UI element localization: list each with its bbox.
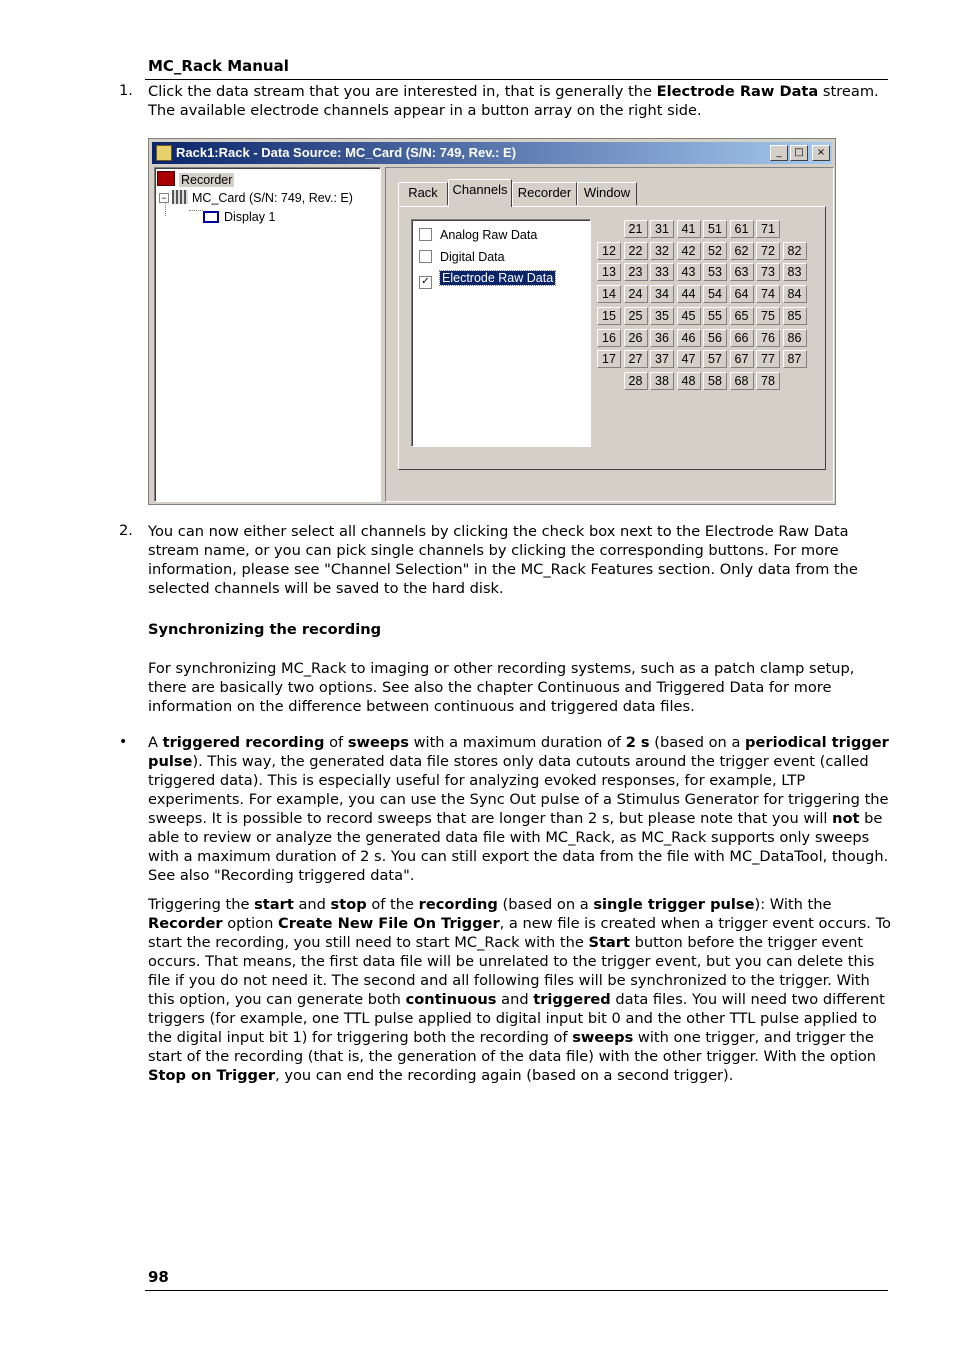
tree-connector <box>165 202 167 216</box>
channel-button-53[interactable]: 53 <box>703 263 727 281</box>
channel-button-62[interactable]: 62 <box>730 242 754 260</box>
channel-button-52[interactable]: 52 <box>703 242 727 260</box>
bullet1-text: A triggered recording of sweeps with a maximum duration of 2 s (based on a periodical trigger pulse). This way, the generated data file stores only data cutouts around the trigger event (called triggered data). This is especially useful for analyzing evoked responses, for example, LTP experiments. For example, you can use the Sync Out pulse of a Stimulus Generator for triggering the sweeps. It is possible to record sweeps that are longer than 2 s, but please note that you will not be able to review or analyze the generated data file with MC_Rack, as MC_Rack supports only sweeps with a maximum duration of 2 s. You can still export the data from the file with MC_DataTool, though. See also "Recording triggered data". <box>148 734 889 884</box>
channel-button-84[interactable]: 84 <box>783 285 807 303</box>
channel-button-83[interactable]: 83 <box>783 263 807 281</box>
close-button[interactable]: × <box>812 145 830 161</box>
channel-button-57[interactable]: 57 <box>703 350 727 368</box>
channel-button-21[interactable]: 21 <box>624 220 648 238</box>
channel-button-43[interactable]: 43 <box>677 263 701 281</box>
channel-button-55[interactable]: 55 <box>703 307 727 325</box>
stream-analog-raw[interactable]: Analog Raw Data <box>419 228 537 242</box>
step2-number: 2. <box>119 522 133 539</box>
minimize-button[interactable]: _ <box>770 145 788 161</box>
channel-button-35[interactable]: 35 <box>650 307 674 325</box>
tab-channels[interactable]: Channels <box>448 179 512 207</box>
channel-button-28[interactable]: 28 <box>624 372 648 390</box>
channel-button-37[interactable]: 37 <box>650 350 674 368</box>
channel-button-44[interactable]: 44 <box>677 285 701 303</box>
checkbox-analog-raw[interactable] <box>419 228 432 241</box>
channel-button-42[interactable]: 42 <box>677 242 701 260</box>
channel-button-78[interactable]: 78 <box>756 372 780 390</box>
step1-number: 1. <box>119 82 133 99</box>
channel-button-73[interactable]: 73 <box>756 263 780 281</box>
channel-button-87[interactable]: 87 <box>783 350 807 368</box>
channel-button-54[interactable]: 54 <box>703 285 727 303</box>
page-number: 98 <box>148 1268 169 1286</box>
rack-tree <box>154 167 381 502</box>
channel-button-32[interactable]: 32 <box>650 242 674 260</box>
channel-button-66[interactable]: 66 <box>730 329 754 347</box>
channel-button-68[interactable]: 68 <box>730 372 754 390</box>
channel-button-75[interactable]: 75 <box>756 307 780 325</box>
channel-button-36[interactable]: 36 <box>650 329 674 347</box>
channel-button-63[interactable]: 63 <box>730 263 754 281</box>
recorder-icon <box>157 171 175 186</box>
step2-text: You can now either select all channels by clicking the check box next to the Electrode Raw Data stream name, or you can pick single channels by clicking the corresponding buttons. For more information, please see "Channel Selection" in the MC_Rack Features section. Only data from the selected channels will be saved to the hard disk. <box>148 523 858 597</box>
channel-button-76[interactable]: 76 <box>756 329 780 347</box>
channel-button-12[interactable]: 12 <box>597 242 621 260</box>
channel-button-17[interactable]: 17 <box>597 350 621 368</box>
checkbox-digital[interactable] <box>419 250 432 263</box>
header-title: MC_Rack Manual <box>148 57 289 75</box>
channel-button-25[interactable]: 25 <box>624 307 648 325</box>
checkbox-electrode-raw[interactable]: ✓ <box>419 276 432 289</box>
tree-item-display[interactable]: Display 1 <box>203 210 275 224</box>
tab-window[interactable]: Window <box>577 182 637 205</box>
channel-button-41[interactable]: 41 <box>677 220 701 238</box>
screenshot-window <box>148 138 836 505</box>
stream-electrode-raw[interactable]: ✓ Electrode Raw Data <box>419 271 555 289</box>
channel-button-85[interactable]: 85 <box>783 307 807 325</box>
channel-button-16[interactable]: 16 <box>597 329 621 347</box>
channel-button-38[interactable]: 38 <box>650 372 674 390</box>
channel-button-14[interactable]: 14 <box>597 285 621 303</box>
card-icon <box>172 190 188 204</box>
channel-button-64[interactable]: 64 <box>730 285 754 303</box>
channel-button-48[interactable]: 48 <box>677 372 701 390</box>
channel-button-23[interactable]: 23 <box>624 263 648 281</box>
channel-button-86[interactable]: 86 <box>783 329 807 347</box>
channel-button-34[interactable]: 34 <box>650 285 674 303</box>
step1-text: Click the data stream that you are interested in, that is generally the Electrode Raw Data stream. The available electrode channels appear in a button array on the right side. <box>148 83 879 119</box>
channel-button-56[interactable]: 56 <box>703 329 727 347</box>
channel-button-46[interactable]: 46 <box>677 329 701 347</box>
channel-button-22[interactable]: 22 <box>624 242 648 260</box>
maximize-button[interactable]: □ <box>790 145 808 161</box>
tab-recorder[interactable]: Recorder <box>512 182 577 205</box>
channel-button-67[interactable]: 67 <box>730 350 754 368</box>
channel-button-51[interactable]: 51 <box>703 220 727 238</box>
stream-list <box>411 219 591 447</box>
footer-rule <box>145 1290 888 1291</box>
properties-pane <box>385 167 834 502</box>
channel-button-77[interactable]: 77 <box>756 350 780 368</box>
stream-digital[interactable]: Digital Data <box>419 250 505 264</box>
header-rule <box>145 79 888 80</box>
channel-button-26[interactable]: 26 <box>624 329 648 347</box>
channel-button-45[interactable]: 45 <box>677 307 701 325</box>
channel-button-27[interactable]: 27 <box>624 350 648 368</box>
tree-item-recorder[interactable]: Recorder <box>157 171 234 187</box>
channel-button-71[interactable]: 71 <box>756 220 780 238</box>
channel-button-82[interactable]: 82 <box>783 242 807 260</box>
channels-panel <box>398 206 826 470</box>
channel-button-72[interactable]: 72 <box>756 242 780 260</box>
bullet-marker: • <box>119 734 128 750</box>
section-heading: Synchronizing the recording <box>148 621 382 638</box>
display-icon <box>203 211 219 223</box>
window-titlebar <box>152 142 832 164</box>
channel-button-33[interactable]: 33 <box>650 263 674 281</box>
tree-item-mc-card[interactable]: − MC_Card (S/N: 749, Rev.: E) <box>159 190 353 205</box>
tree-connector-h <box>189 210 203 212</box>
triggering-paragraph: Triggering the start and stop of the recording (based on a single trigger pulse): With the Recorder option Create New File On Trigger, a new file is created when a trigger event occurs. To start the recording, you still need to start MC_Rack with the Start button before the trigger event occurs. That means, the first data file will be unrelated to the trigger event, but you can delete this file if you do not need it. The second and all following files will be synchronized to the trigger. With this option, you can generate both continuous and triggered data files. You will need two different triggers (for example, one TTL pulse applied to digital input bit 0 and the other TTL pulse applied to the digital input bit 1) for triggering both the recording of sweeps with one trigger, and trigger the start of the recording (that is, the generation of the data file) with the other trigger. With the option Stop on Trigger, you can end the recording again (based on a second trigger). <box>148 896 891 1084</box>
channel-button-47[interactable]: 47 <box>677 350 701 368</box>
channel-button-58[interactable]: 58 <box>703 372 727 390</box>
channel-button-65[interactable]: 65 <box>730 307 754 325</box>
window-title: Rack1:Rack - Data Source: MC_Card (S/N: 749, Rev.: E) <box>176 145 517 160</box>
collapse-icon[interactable]: − <box>159 193 169 203</box>
channel-button-61[interactable]: 61 <box>730 220 754 238</box>
tab-rack[interactable]: Rack <box>398 182 448 205</box>
sync-intro: For synchronizing MC_Rack to imaging or other recording systems, such as a patch clamp setup, there are basically two options. See also the chapter Continuous and Triggered Data for more information on the difference between continuous and triggered data files. <box>148 660 855 715</box>
app-icon <box>156 145 172 161</box>
channel-button-15[interactable]: 15 <box>597 307 621 325</box>
channel-button-74[interactable]: 74 <box>756 285 780 303</box>
channel-button-24[interactable]: 24 <box>624 285 648 303</box>
channel-button-31[interactable]: 31 <box>650 220 674 238</box>
channel-button-13[interactable]: 13 <box>597 263 621 281</box>
